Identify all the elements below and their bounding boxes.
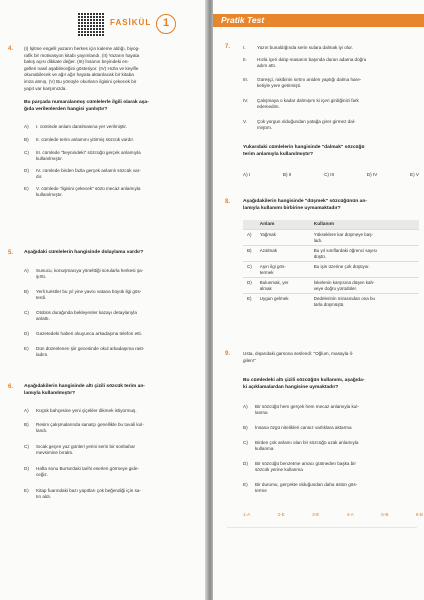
option-key: D) bbox=[24, 466, 29, 471]
answer-key bbox=[243, 512, 423, 517]
question-number: 6. bbox=[8, 384, 14, 390]
option-text: Hafta sonu Bursa'daki tarihi eserleri görmeye gide- ceğiz. bbox=[36, 466, 140, 478]
choice-d[interactable]: D) IV bbox=[366, 172, 378, 177]
option-key: A) bbox=[24, 268, 29, 273]
question-stem: Aşağıdakilerin hangisinde "düşmek" sözcüğünün an- lamıyla kullanımı birbirine uymamaktadır? bbox=[243, 199, 367, 211]
option-text: Sıcak geçen yaz günleri yerini serin bir sonbahar mevsimine bıraktı. bbox=[36, 444, 136, 456]
option-text: Küçük bahçesine yeni çiçekler dikmek istiyormuş. bbox=[36, 408, 137, 413]
option-key: B) bbox=[24, 289, 29, 294]
answer-key-item: 4-A bbox=[346, 512, 354, 517]
statement-key: I. bbox=[243, 45, 246, 50]
table-header-row bbox=[243, 220, 419, 230]
option-key: B) bbox=[243, 425, 248, 430]
qr-code-icon bbox=[78, 12, 104, 36]
option-key: E) bbox=[24, 488, 29, 493]
option-text: I. cümlede anlam daralmasına yer verilmiştir. bbox=[36, 124, 127, 129]
statement-text: Hızla içeri dalıp masanın başında duran adama doğru adım attı. bbox=[257, 57, 367, 69]
fasikul-label: FASİKÜL bbox=[110, 18, 152, 27]
left-page bbox=[0, 0, 209, 600]
option-text: Dün düzenlenen şiir gecesinde okul arkadaşıma rast- ladım. bbox=[36, 346, 145, 358]
answer-key-item: 5-B bbox=[381, 512, 389, 517]
option-key: C) bbox=[24, 444, 29, 449]
choice-b[interactable]: B) II bbox=[282, 172, 292, 177]
table-row: B) Azalmak Bu yıl sınıflardaki öğrenci sayısı düştü. bbox=[243, 246, 419, 262]
column-header-kullanim: Kullanım bbox=[310, 220, 419, 230]
option-text: Birden çok anlamı olan bir sözcüğü uzak anlamıyla kullanma bbox=[255, 440, 359, 452]
option-text: Gazetedeki haberi okuyunca arkadaşına telefon etti. bbox=[36, 331, 142, 336]
table-row: D) Bulunmak, yer almak İskelenin karşısına düşen kah- veye doğru yürüdüler. bbox=[243, 278, 419, 294]
table-row: A) Yağmak Yükseklere kar düşmeye baş- ladı. bbox=[243, 230, 419, 246]
question-stem: Aşağıdakilerin hangisinde altı çizili sözcük terim an- lamıyla kullanılmıştır? bbox=[24, 384, 145, 396]
statement-key: IV. bbox=[243, 98, 249, 103]
option-key: E) bbox=[24, 186, 29, 191]
divider bbox=[227, 527, 417, 528]
option-key: A) bbox=[243, 404, 248, 409]
option-text: II. cümlede terim anlamını yitirmiş sözcük vardır. bbox=[36, 137, 135, 142]
option-text: Bir durumu, gerçekte olduğundan daha üstün gös- terme bbox=[255, 482, 358, 494]
option-text: V. cümlede "ilgisini çekecek" sözü mecaz anlamıyla kullanılmıştır. bbox=[36, 186, 141, 198]
question-number: 8. bbox=[225, 199, 231, 205]
page-title: Pratik Test bbox=[221, 15, 265, 25]
option-key: B) bbox=[24, 422, 29, 427]
option-key: C) bbox=[24, 150, 29, 155]
question-stem: Bu cümledeki altı çizili sözcüğün kullanımı, aşağıda- ki açıklamalardan hangisine uymaktadır? bbox=[243, 378, 365, 390]
option-key: E) bbox=[243, 482, 248, 487]
option-text: Resim çalışmalarında sanatçı genellikle bu tuvali kul- landı. bbox=[36, 422, 144, 434]
statement-text: Yazın bunaldığında serin sulara dalmak iyi olur. bbox=[257, 45, 353, 50]
option-key: D) bbox=[243, 461, 248, 466]
question-number: 4. bbox=[8, 46, 14, 52]
option-key: A) bbox=[24, 408, 29, 413]
option-key: D) bbox=[24, 331, 29, 336]
statement-key: II. bbox=[243, 57, 247, 62]
option-text: Otobüs durağında bekleyenler kazayı detaylarıyla anlattı. bbox=[36, 310, 137, 322]
choice-a[interactable]: A) I bbox=[243, 172, 251, 177]
statement-text: Çok yorgun olduğundan yatağa girer girmez dal- mıştım. bbox=[257, 119, 356, 131]
right-page bbox=[213, 0, 424, 600]
column-header-anlam: Anlam bbox=[256, 220, 310, 230]
option-key: A) bbox=[24, 124, 29, 129]
option-text: IV. cümlede birden fazla gerçek anlamlı sözcük var- dır. bbox=[36, 168, 141, 180]
statement-key: III. bbox=[243, 77, 249, 82]
answer-key-item: 1-A bbox=[243, 512, 251, 517]
answer-choices bbox=[243, 172, 419, 178]
answer-key-item: 2-E bbox=[277, 512, 285, 517]
question-number: 7. bbox=[225, 44, 231, 50]
fasikul-number-badge: 1 bbox=[156, 14, 176, 34]
question-stem: Yukarıdaki cümlelerin hangisinde "dalmak" sözcüğü terim anlamıyla kullanılmıştır? bbox=[243, 145, 365, 157]
answer-key-item: 3-E bbox=[312, 512, 320, 517]
option-text: Yerli turistler bu yıl yine yavru vatana büyük ilgi gös- terdi. bbox=[36, 289, 142, 301]
choice-c[interactable]: C) III bbox=[324, 172, 335, 177]
option-text: Bir sözcüğü benzetme amacı gütmeden başka bir sözcük yerine kullanma bbox=[255, 461, 356, 473]
option-text: Sunucu, konuşmacıya yönelttiği sorularla herkesi şa- şırttı. bbox=[36, 268, 144, 280]
statement-text: Çalışmaya o kadar dalmışım ki içeri girdiğinizi fark edemedim. bbox=[257, 98, 359, 110]
option-key: C) bbox=[243, 440, 248, 445]
option-key: D) bbox=[24, 168, 29, 173]
option-text: Bir sözcüğü hem gerçek hem mecaz anlamıyla kul- lanma bbox=[255, 404, 359, 416]
option-text: Kitap fuarındaki bazı yapıtları çok beğendiği için sa- tın aldı. bbox=[36, 488, 141, 500]
option-key: E) bbox=[24, 346, 29, 351]
question-stem: Aşağıdaki cümlelerin hangisinde dolaylama vardır? bbox=[24, 250, 144, 255]
option-key: B) bbox=[24, 137, 29, 142]
meaning-usage-table bbox=[243, 220, 419, 309]
question-stem: Bu parçada numaralanmış cümlelerle ilgili olarak aşa- ğıda verilenlerden hangisi yanlıştır? bbox=[24, 100, 149, 112]
question-passage: Usta, dışarıdaki garsona seslendi: "Oğlum, masayla il- gilen!" bbox=[243, 351, 354, 363]
option-text: III. cümlede "beynindeki" sözcüğü gerçek anlamıyla kullanılmıştır. bbox=[36, 150, 141, 162]
choice-e[interactable]: E) V bbox=[410, 172, 419, 177]
option-key: C) bbox=[24, 310, 29, 315]
question-number: 5. bbox=[8, 250, 14, 256]
statement-key: V. bbox=[243, 119, 247, 124]
table-row: E) Uygun gelmek Dedelerinin mirasından ona bu tarla düşmüştü. bbox=[243, 294, 419, 310]
question-passage: (I) İşitme engelli yazarın herkes için kaleme aldığı, biyog- rafik bir motivasyon kitabı yayımlandı. (II) Yazarın hayata bakış açısı dikkate değer. (III) İnsanın beyindeki en- gelleri nasıl aşabileceğini gösteriyor. (IV) Hızla ve keyifle okunabilecek ve ağır ağır hayata aktarılacak bir kitaba imza atmış. (V) Bu yönüyle okurların ilgisini çekecek bir yapıt var karşımızda. bbox=[24, 46, 140, 91]
option-text: İnsana özgü nitelikleri cansız varlıklara aktarma bbox=[255, 425, 352, 430]
statement-text: Güreşçi, rakibinin sırtını aniden yaptığı dalma hare- ketiyle yere getirmişti. bbox=[257, 77, 362, 89]
table-row: C) Aşırı ilgi gös- termek Bu işin üzerine çok düşüyor. bbox=[243, 262, 419, 278]
answer-key-item: 6-B bbox=[415, 512, 423, 517]
question-number: 9. bbox=[225, 351, 231, 357]
